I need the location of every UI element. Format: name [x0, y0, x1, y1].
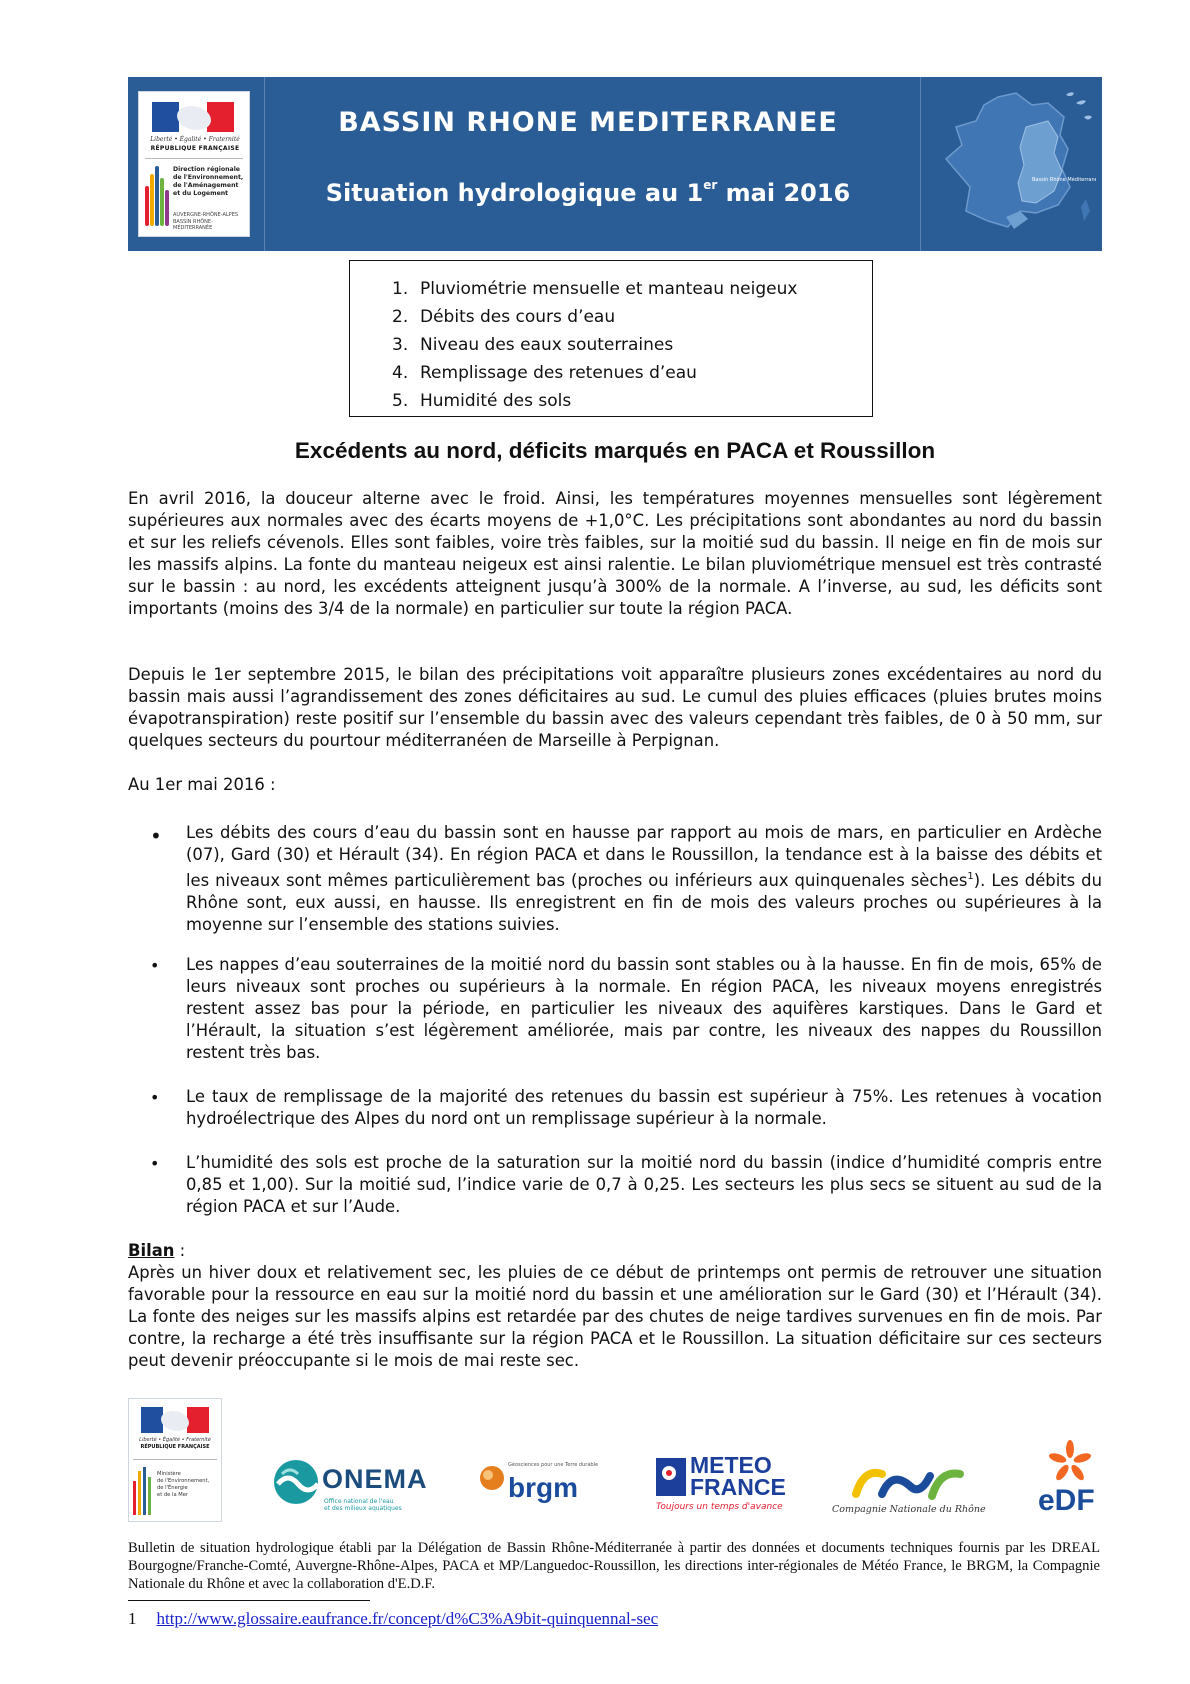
meteo-france-logo: METEO FRANCE Toujours un temps d'avance — [656, 1452, 786, 1512]
contents-item-3: 3. Niveau des eaux souterraines — [392, 335, 674, 355]
bilan-section: Bilan : Après un hiver doux et relativement sec, les pluies de ce début de printemps ont permis de retrouver une situation favorable pour la ressource en eau sur la moitié nord du bassin et une amélioration sur le Gard (30) et l’Hérault (34). La fonte des neiges sur les massifs alpins est retardée par des chutes de neige tardives survenues en fin de mois. Par contre, la recharge a été très insuffisante sur la région PACA et le Roussillon. La situation déficitaire sur ces secteurs peut devenir préoccupante si le mois de mai reste sec. — [128, 1241, 1102, 1370]
onema-wave-icon — [272, 1454, 320, 1510]
bilan-label: Bilan — [128, 1241, 175, 1260]
bullet-humidite: L’humidité des sols est proche de la saturation sur la moitié nord du bassin (indice d’humidité compris entre 0,85 et 1,00). Sur la moitié sud, l’indice varie de 0,7 à 0,25. Les secteurs les plus secs se situent au sud de la région PACA et sur l’Aude. — [186, 1153, 1102, 1216]
contents-item-4: 4. Remplissage des retenues d’eau — [392, 363, 697, 383]
document-title: BASSIN RHONE MEDITERRANEE — [338, 107, 838, 138]
bullet-debits: Les débits des cours d’eau du bassin sont en hausse par rapport au mois de mars, en particulier en Ardèche (07), Gard (30) et Hérault (34). En région PACA et dans le Roussillon, la tendance est à la baisse des débits et les niveaux sont mêmes particulièrement bas (proches ou inférieurs aux quinquenales sèches$^1$). Les débits du Rhône sont, eux aussi, en hausse. Ils enregistrent en fin de mois des valeurs proches ou supérieures à la moyenne sur l’ensemble des stations suivies. — [186, 823, 1102, 934]
bullet-marker: • — [150, 1088, 160, 1107]
republic-motto: Liberté • Égalité • Fraternité — [150, 136, 240, 143]
footer-credits: Bulletin de situation hydrologique établi par la Délégation de Bassin Rhône-Méditerranée à partir des données et documents techniques fournis par les DREAL Bourgogne/Franche-Comté, Auvergne-Rhône-Alpes, PACA et MP/Languedoc-Roussillon, les directions inter-régionales de Météo France, le BRGM, la Compagnie Nationale du Rhône et avec la collaboration d'E.D.F. — [128, 1540, 1100, 1592]
contents-list — [392, 275, 797, 415]
republic-name: RÉPUBLIQUE FRANÇAISE — [150, 145, 240, 152]
bullet-nappes: Les nappes d’eau souterraines de la moitié nord du bassin sont stables ou à la hausse. En fin de mois, 65% de leurs niveaux sont proches ou supérieurs à la normale. En région PACA, les niveaux moyens enregistrés restent assez bas pour la période, en particulier les niveaux des aquifères karstiques. Dans le Gard et l’Hérault, la situation s’est légèrement améliorée, mais par contre, les niveaux des nappes du Roussillon restent très bas. — [186, 955, 1102, 1062]
paragraph-september: Depuis le 1er septembre 2015, le bilan des précipitations voit apparaître plusieurs zones excédentaires au nord du bassin mais aussi l’agrandissement des zones déficitaires au sud. Le cumul des pluies efficaces (pluies brutes moins évapotranspiration) reste positif sur l’ensemble du bassin avec des valeurs cependant très faibles, de 0 à 50 mm, sur quelques secteurs du pourtour méditerranéen de Marseille à Perpignan. — [128, 665, 1102, 750]
france-map-icon — [936, 87, 1096, 242]
dreal-stripes-icon — [145, 166, 169, 226]
paragraph-date: Au 1er mai 2016 : — [128, 775, 276, 794]
contents-item-5: 5. Humidité des sols — [392, 391, 572, 411]
footnote: 1 http://www.glossaire.eaufrance.fr/concept/d%C3%A9bit-quinquennal-sec — [128, 1609, 659, 1628]
paragraph-april: En avril 2016, la douceur alterne avec le froid. Ainsi, les températures moyennes mensuelles sont légèrement supérieures aux normales avec des écarts moyens de +1,0°C. Les précipitations sont abondantes au nord du bassin et sur les reliefs cévenols. Elles sont faibles, voire très faibles, sur la moitié sud du bassin. Il neige en fin de mois sur les massifs alpins. La fonte du manteau neigeux est ainsi ralentie. Le bilan pluviométrique mensuel est très contrasté sur le bassin : au nord, les excédents atteignent jusqu’à 300% de la normale. A l’inverse, au sud, les déficits sont importants (moins des 3/4 de la normale) en particulier sur toute la région PACA. — [128, 489, 1102, 618]
ministry-stripes-icon — [133, 1467, 153, 1515]
ministry-logo: Liberté • Égalité • Fraternité RÉPUBLIQUE FRANÇAISE Ministère de l'Environnement, de l'Énergie et de la Mer — [128, 1398, 222, 1522]
cnr-logo: Compagnie Nationale du Rhône — [830, 1464, 990, 1518]
bilan-text: Après un hiver doux et relativement sec, les pluies de ce début de printemps ont permis de retrouver une situation favorable pour la ressource en eau sur la moitié nord du bassin et une amélioration sur le Gard (30) et l’Hérault (34). La fonte des neiges sur les massifs alpins est retardée par des chutes de neige tardives survenues en fin de mois. Par contre, la recharge a été très insuffisante sur la région PACA et le Roussillon. La situation déficitaire sur ces secteurs peut devenir préoccupante si le mois de mai reste sec. — [128, 1263, 1102, 1370]
header-banner — [128, 77, 1102, 251]
onema-logo: ONEMA Office national de l'eau et des milieux aquatiques — [272, 1454, 432, 1518]
marianne-logo — [152, 102, 234, 132]
cnr-waves-icon — [848, 1464, 968, 1502]
edf-logo: eDF — [1034, 1440, 1104, 1520]
contents-item-2: 2. Débits des cours d’eau — [392, 307, 616, 327]
contents-box — [349, 260, 873, 417]
document-subtitle: Situation hydrologique au 1er mai 2016 — [325, 178, 851, 207]
brgm-globe-icon — [478, 1464, 506, 1492]
footnote-link[interactable]: http://www.glossaire.eaufrance.fr/concept/d%C3%A9bit-quinquennal-sec — [156, 1609, 659, 1628]
edf-flower-icon — [1040, 1440, 1100, 1484]
bullet-marker: • — [150, 956, 160, 975]
headline: Excédents au nord, déficits marqués en PACA et Roussillon — [294, 438, 936, 463]
bullet-retenues: Le taux de remplissage de la majorité des retenues du bassin est supérieur à 75%. Les retenues à vocation hydroélectrique des Alpes du nord ont un remplissage supérieur à la normale. — [186, 1087, 1102, 1128]
map-label: Bassin Rhône Méditerranée — [1032, 177, 1096, 183]
contents-item-1: 1. Pluviométrie mensuelle et manteau neigeux — [392, 279, 798, 299]
dreal-logo — [138, 91, 250, 237]
meteo-france-icon — [656, 1458, 686, 1496]
brgm-logo: Géosciences pour une Terre durable brgm — [478, 1462, 598, 1514]
footnote-divider — [128, 1600, 370, 1601]
dreal-name: Direction régionale de l'Environnement, de l'Aménagement et du Logement — [173, 166, 244, 197]
france-basin-map — [936, 87, 1096, 242]
bullet-marker: • — [150, 1154, 160, 1173]
dreal-region: AUVERGNE-RHÔNE-ALPES BASSIN RHÔNE-MÉDITERRANÉE — [173, 212, 239, 231]
bullet-marker: • — [150, 824, 162, 848]
